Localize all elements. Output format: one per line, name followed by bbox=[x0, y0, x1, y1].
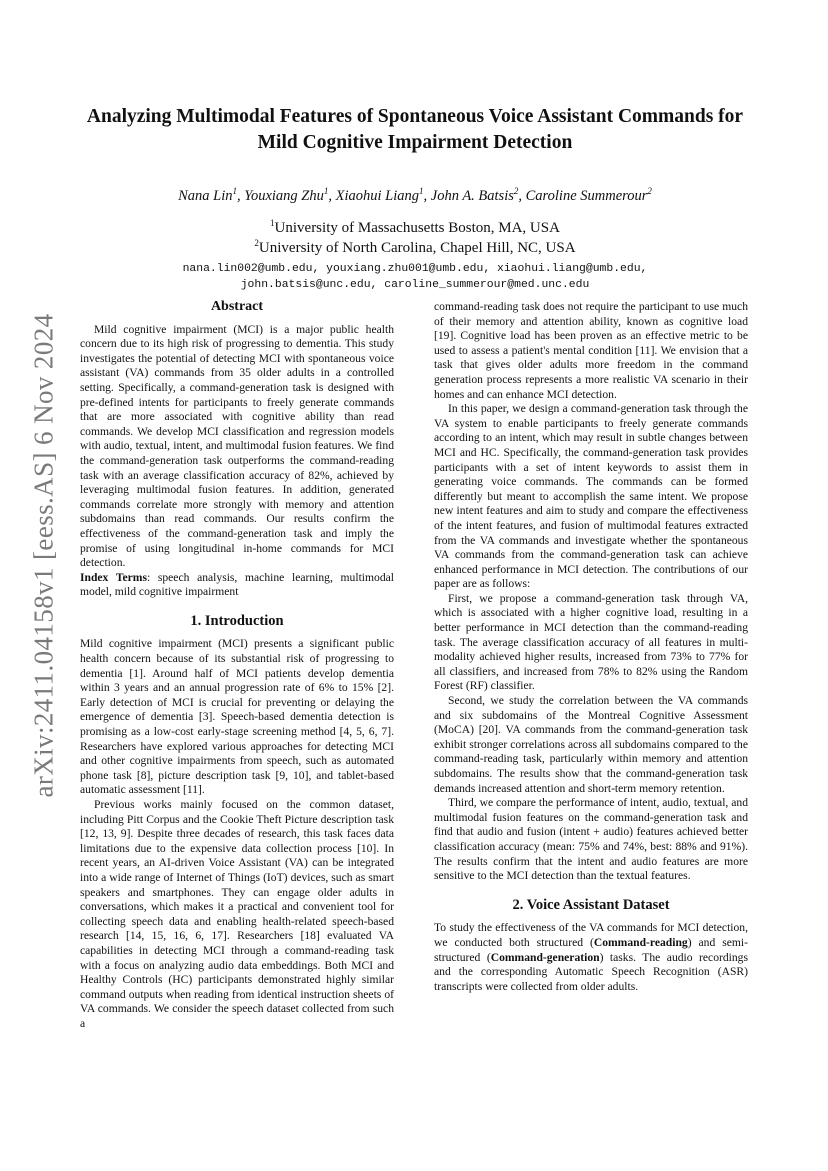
paper-title bbox=[70, 104, 760, 156]
right-column bbox=[434, 300, 748, 994]
author: Youxiang Zhu$^1$, bbox=[244, 186, 336, 204]
contribution-1: First, we propose a command-generation task through VA, which is associated with a higher cognitive load, resulting in a better performance in MCI detection than the command-reading task. The average classification accuracy of all features in multi-modality achieved higher results, increased from 73% to 77% for all classifiers, and increased from 78% to 82% using the Random Forest (RF) classifier. bbox=[434, 591, 748, 693]
author-emails bbox=[70, 262, 760, 293]
author: Caroline Summerour$^2$ bbox=[525, 186, 652, 204]
abstract-heading: Abstract bbox=[210, 299, 264, 314]
title-line-1: Analyzing Multimodal Features of Spontaneous Voice Assistant Commands for bbox=[86, 106, 744, 127]
abstract-text: Mild cognitive impairment (MCI) is a major public health concern due to its high risk of progressing to dementia. This study investigates the potential of detecting MCI with spontaneous voice assistant (VA) commands from 35 older adults in a controlled setting. Specifically, a command-generation task is designed with pre-defined intents for participants to freely generate commands that are more associated with cognitive ability than read commands. We develop MCI classification and regression models with audio, textual, intent, and multimodal fusion features. We find the command-generation task outperforms the command-reading task with an average classification accuracy of 82%, achieved by leveraging multimodal fusion features. In addition, generated commands correlate more strongly with memory and attention subdomains than read commands. Our results confirm the effectiveness of the command-generation task and imply the promise of using longitudinal in-home commands for MCI detection. bbox=[80, 322, 394, 570]
intro-paragraph-4: In this paper, we design a command-generation task through the VA system to enable participants to freely generate commands according to an intent, which may result in subtle changes between MCI and HC. Specifically, the command-generation task provides participants with a set of intent keywords to assist them in generating voice commands. The commands can be formed differently but meant to accomplish the same intent. We propose new intent features and aim to study and compare the effectiveness of the intent features, and fusion of multimodal features extracted from the VA commands and investigate whether the spontaneous VA commands from the command-generation task can achieve enhanced performance in MCI detection. The contributions of our paper are as follows: bbox=[434, 402, 748, 591]
arxiv-stamp bbox=[24, 245, 64, 865]
email-line-1: nana.lin002@umb.edu, youxiang.zhu001@umb.edu, xiaohui.liang@umb.edu, bbox=[182, 263, 648, 275]
intro-paragraph-2: Previous works mainly focused on the common dataset, including Pitt Corpus and the Cookie Theft Picture description task [12, 13, 9]. Despite three decades of research, this task faces data limitations due to the expensive data collection process [10]. In recent years, an AI-driven Voice Assistant (VA) can be integrated into a wide range of Internet of Things (IoT) devices, such as smart speakers and smartphones. They can engage older adults in conversations, which makes it a practical and convenient tool for collecting speech data and enabling health-related speech-based research [14, 15, 16, 6, 17]. Researchers [18] evaluated VA capabilities in detecting MCI through a command-reading task with a focus on analyzing audio data embeddings. Both MCI and Healthy Controls (HC) participants demonstrated highly similar command outputs when reading from identical instruction sheets of VA commands. We consider the speech dataset collected from such a bbox=[80, 798, 394, 1030]
author: Nana Lin$^1$, bbox=[178, 186, 245, 204]
affiliation-1: $^1$University of Massachusetts Boston, MA, USA bbox=[270, 218, 560, 236]
email-line-2: john.batsis@unc.edu, caroline_summerour@med.unc.edu bbox=[240, 278, 590, 291]
affiliation-2: $^2$University of North Carolina, Chapel Hill, NC, USA bbox=[254, 238, 576, 256]
author: Xiaohui Liang$^1$, bbox=[335, 186, 431, 204]
section-heading-dataset: 2. Voice Assistant Dataset bbox=[512, 896, 670, 913]
intro-paragraph-3: command-reading task does not require the participant to use much of their memory and attention ability, known as cognitive load [19]. Cognitive load has been proven as an effective metric to be used to assess a patient's mental condition [11]. We envision that a task that gives older adults more freedom in the command generation process represents a more realistic VA scenario in their homes and can enhance MCI detection. bbox=[434, 300, 748, 401]
contribution-2: Second, we study the correlation between the VA commands and six subdomains of the Montreal Cognitive Assessment (MoCA) [20]. VA commands from the command-generation task exhibit stronger correlations across all subdomains compared to the command-reading task, particularly within memory and attention subdomains. The results show that the command-generation task demands increased attention and short-term memory retention. bbox=[434, 694, 748, 795]
section-heading-introduction: 1. Introduction bbox=[190, 612, 284, 629]
intro-paragraph-1: Mild cognitive impairment (MCI) presents a significant public health concern because of its substantial risk of progressing to dementia [1]. Around half of MCI patients develop dementia within 3 years and an annual progression rate of 6% to 15% [2]. Early detection of MCI is crucial for preventing or delaying the emergence of dementia [3]. Speech-based dementia detection is promising as a low-cost early-stage screening method [4, 5, 6, 7]. Researchers have explored various approaches for detecting MCI and other cognitive impairments from speech, such as automated phone task [8], picture description task [9, 10], and tablet-based automatic assessment [11]. bbox=[80, 637, 394, 797]
contribution-3: Third, we compare the performance of intent, audio, textual, and multimodal fusion features on the command-generation task and find that audio and fusion (intent + audio) features achieved better classification accuracy (mean: 75% and 74%, best: 88% and 91%). The results confirm that the intent and audio features are more sensitive to the MCI detection than the textual features. bbox=[434, 796, 748, 883]
arxiv-identifier: arXiv:2411.04158v1 [eess.AS] 6 Nov 2024 bbox=[28, 312, 59, 798]
author: John A. Batsis$^2$, bbox=[430, 186, 526, 204]
left-column bbox=[80, 300, 394, 1032]
author-list bbox=[70, 188, 760, 205]
index-terms: Index Terms: speech analysis, machine learning, multimodal model, mild cognitive impairment bbox=[80, 570, 394, 599]
dataset-paragraph: To study the effectiveness of the VA commands for MCI detection, we conducted both structured (Command-reading) and semi-structured (Command-generation) tasks. The audio recordings and the corresponding Automatic Speech Recognition (ASR) transcripts were collected from older adults. bbox=[434, 921, 748, 993]
title-line-2: Mild Cognitive Impairment Detection bbox=[257, 132, 573, 153]
